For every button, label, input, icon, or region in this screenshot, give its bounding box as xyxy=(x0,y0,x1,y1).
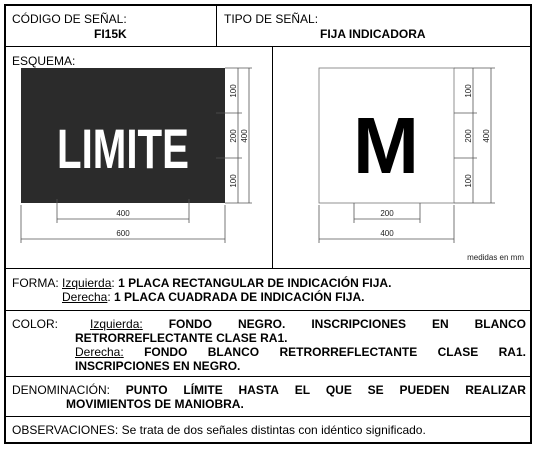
header-divider xyxy=(216,6,217,46)
color-label: COLOR: xyxy=(12,317,59,331)
observaciones-label: OBSERVACIONES: xyxy=(12,423,119,437)
right-dim-total-width: 400 xyxy=(380,229,394,238)
left-dim-top: 100 xyxy=(229,84,238,98)
left-dim-text-width: 400 xyxy=(116,209,130,218)
right-dim-text-width: 200 xyxy=(380,209,394,218)
color-left-label: Izquierda: xyxy=(90,317,143,331)
right-sign-drawing xyxy=(273,47,532,268)
right-dim-top: 100 xyxy=(464,84,473,98)
denominacion-line-2: MOVIMIENTOS DE MANIOBRA. xyxy=(66,397,244,411)
forma-left-text: 1 PLACA RECTANGULAR DE INDICACIÓN FIJA. xyxy=(118,276,392,290)
left-sign-drawing xyxy=(6,47,272,268)
denominacion-label: DENOMINACIÓN: xyxy=(12,383,111,397)
forma-right-label: Derecha xyxy=(62,290,108,304)
right-sign-text: M xyxy=(352,100,420,191)
forma-line-2: Derecha: 1 PLACA CUADRADA DE INDICACIÓN FIJA. xyxy=(62,290,365,304)
left-sign-text: LIMITE xyxy=(57,118,189,181)
forma-label: FORMA: xyxy=(12,276,59,290)
color-left-line-2: RETRORREFLECTANTE CLASE RA1. xyxy=(75,331,288,345)
type-label: TIPO DE SEÑAL: xyxy=(224,12,319,26)
divider-forma xyxy=(6,310,530,311)
units-note: medidas en mm xyxy=(467,253,524,262)
left-dim-total-width: 600 xyxy=(116,229,130,238)
code-value: FI15K xyxy=(94,27,127,41)
schema-label: ESQUEMA: xyxy=(12,54,76,68)
left-dim-total-height: 400 xyxy=(240,129,249,143)
color-left-row: Izquierda: FONDO NEGRO. INSCRIPCIONES EN BLANCO xyxy=(90,317,526,331)
color-right-row: Derecha: FONDO BLANCO RETRORREFLECTANTE CLASE RA1. xyxy=(75,345,526,359)
signal-spec-sheet xyxy=(4,4,532,444)
color-right-line-2: INSCRIPCIONES EN NEGRO. xyxy=(75,359,241,373)
right-dim-middle: 200 xyxy=(464,129,473,143)
right-dim-bottom: 100 xyxy=(464,174,473,188)
type-value: FIJA INDICADORA xyxy=(320,27,426,41)
denominacion-row: DENOMINACIÓN: PUNTO LÍMITE HASTA EL QUE SE PUEDEN REALIZAR xyxy=(12,383,526,397)
forma-line-1: FORMA: Izquierda: 1 PLACA RECTANGULAR DE INDICACIÓN FIJA. xyxy=(12,276,392,290)
left-dim-middle: 200 xyxy=(229,129,238,143)
right-dim-total-height: 400 xyxy=(482,129,491,143)
observaciones-text: Se trata de dos señales distintas con idéntico significado. xyxy=(121,423,426,437)
observaciones-line xyxy=(12,423,426,437)
forma-left-label: Izquierda xyxy=(62,276,112,290)
code-label: CÓDIGO DE SEÑAL: xyxy=(12,12,127,26)
left-dim-bottom: 100 xyxy=(229,174,238,188)
divider-denominacion xyxy=(6,416,530,417)
divider-color xyxy=(6,376,530,377)
forma-right-text: 1 PLACA CUADRADA DE INDICACIÓN FIJA. xyxy=(114,290,365,304)
color-right-label: Derecha: xyxy=(75,345,124,359)
divider-schema xyxy=(6,268,530,269)
